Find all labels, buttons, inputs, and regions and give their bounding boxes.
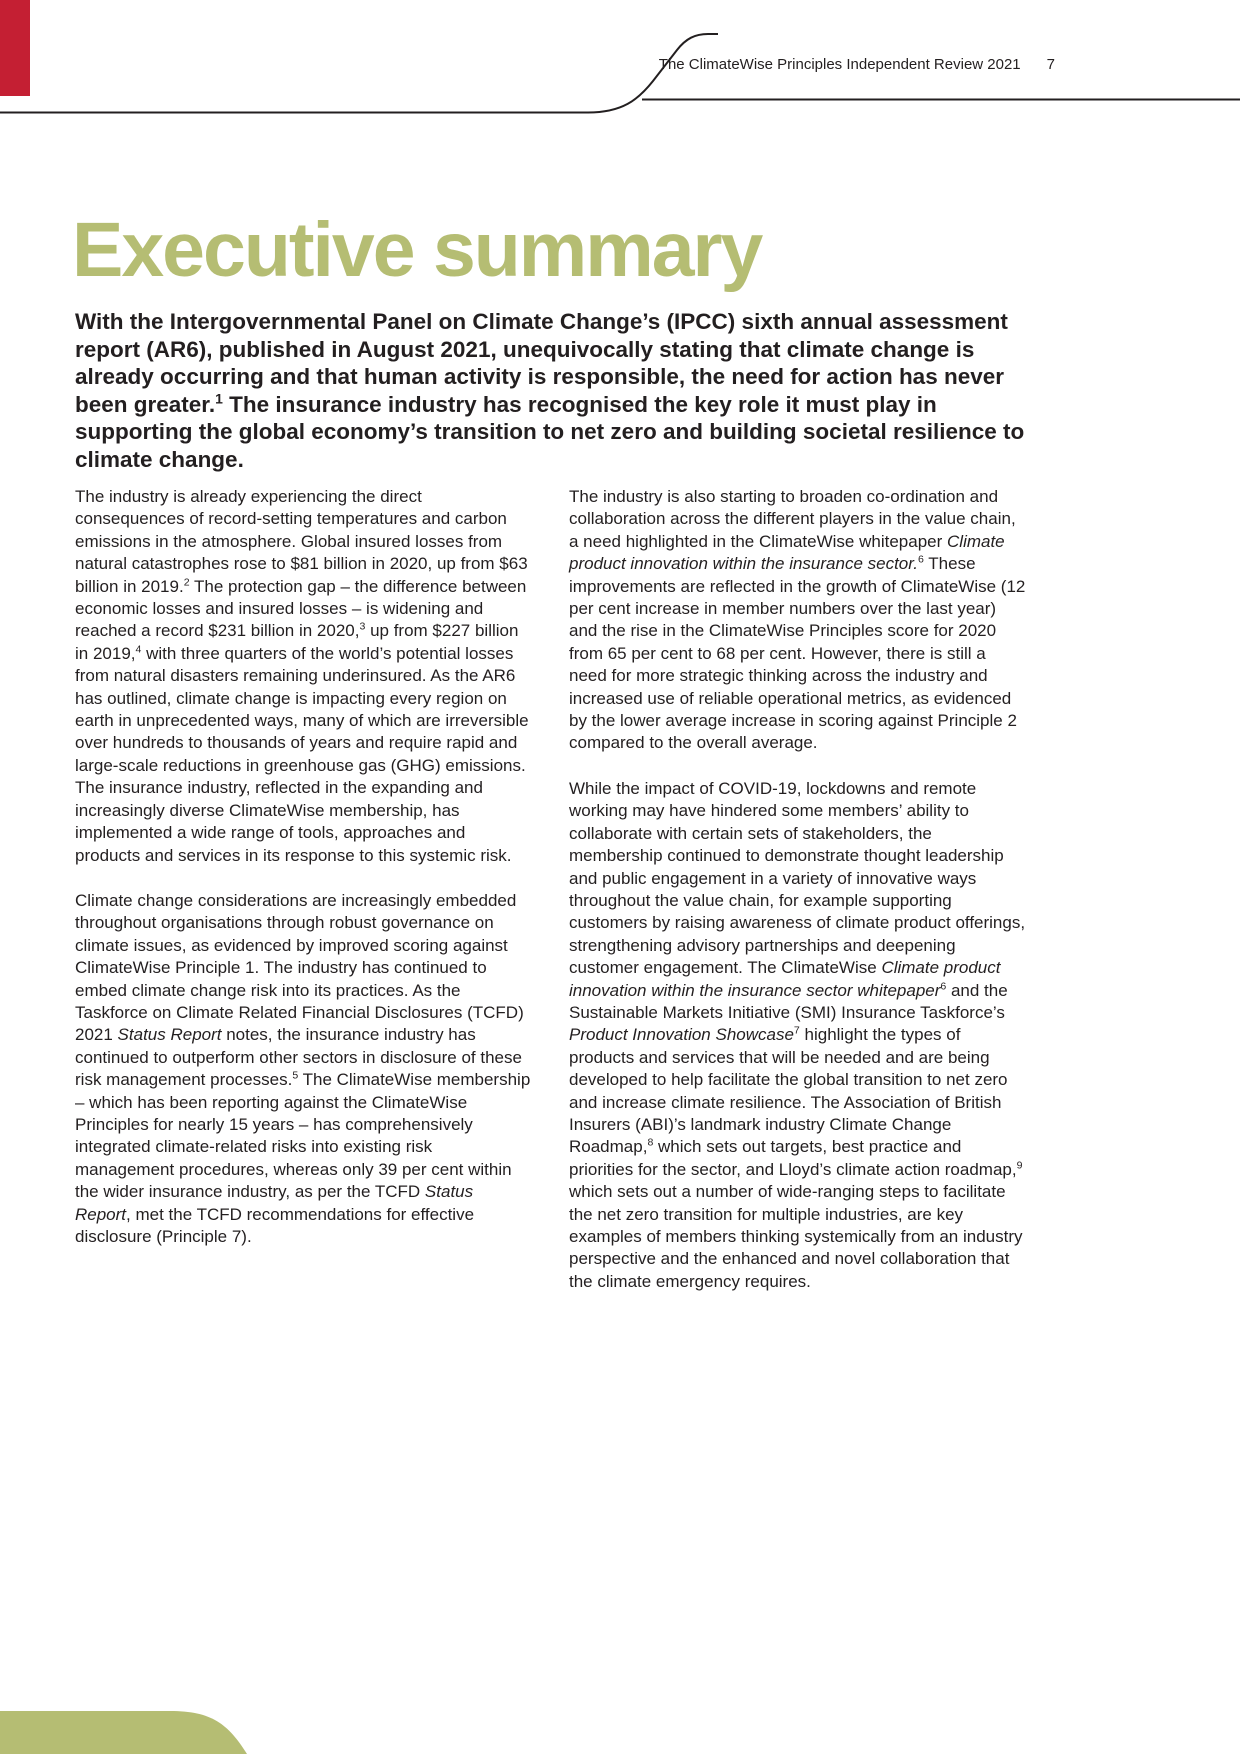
page-number: 7 bbox=[1046, 56, 1055, 73]
body-paragraph: The industry is also starting to broaden co-ordination and collaboration across the different players in the value chain, a need highlighted in the ClimateWise whitepaper Climate product innovation within the insurance sector.$^6$ These improvements are reflected in the growth of ClimateWise (12 per cent increase in member numbers over the last year) and the rise in the ClimateWise Principles score for 2020 from 65 per cent to 68 per cent. However, there is still a need for more strategic thinking across the industry and increased use of reliable operational metrics, as evidenced by the lower average increase in scoring against Principle 2 compared to the overall average. bbox=[569, 487, 1026, 753]
intro-paragraph: With the Intergovernmental Panel on Climate Change’s (IPCC) sixth annual assessment report (AR6), published in August 2021, unequivocally stating that climate change is already occurring and that human activity is responsible, the need for action has never been greater.$^1$ The insurance industry has recognised the key role it must play in supporting the global economy’s transition to net zero and building societal resilience to climate change. bbox=[75, 309, 1025, 472]
footer-green-swoosh bbox=[0, 1711, 247, 1754]
running-header-title: The ClimateWise Principles Independent Review 2021 bbox=[658, 56, 1021, 73]
left-column bbox=[75, 486, 533, 1293]
body-paragraph: The industry is already experiencing the direct consequences of record-setting temperatures and carbon emissions in the atmosphere. Global insured losses from natural catastrophes rose to $81 billion in 2020, up from $63 billion in 2019.$^2$ The protection gap – the difference between economic losses and insured losses – is widening and reached a record $231 billion in 2020,$^3$ up from $227 billion in 2019,$^4$ with three quarters of the world’s potential losses from natural disasters remaining underinsured. As the AR6 has outlined, climate change is impacting every region on earth in unprecedented ways, many of which are irreversible over hundreds to thousands of years and require rapid and large-scale reductions in greenhouse gas (GHG) emissions. The insurance industry, reflected in the expanding and increasingly diverse ClimateWise membership, has implemented a wide range of tools, approaches and products and services in its response to this systemic risk. bbox=[75, 487, 529, 865]
body-paragraph: Climate change considerations are increasingly embedded throughout organisations through robust governance on climate issues, as evidenced by improved scoring against ClimateWise Principle 1. The industry has continued to embed climate change risk into its practices. As the Taskforce on Climate Related Financial Disclosures (TCFD) 2021 Status Report notes, the insurance industry has continued to outperform other sectors in disclosure of these risk management processes.$^5$ The ClimateWise membership – which has been reporting against the ClimateWise Principles for nearly 15 years – has comprehensively integrated climate-related risks into existing risk management procedures, whereas only 39 per cent within the wider insurance industry, as per the TCFD Status Report, met the TCFD recommendations for effective disclosure (Principle 7). bbox=[75, 890, 531, 1246]
right-column bbox=[569, 486, 1027, 1293]
body-columns bbox=[75, 486, 1027, 1293]
page-header bbox=[659, 56, 1055, 74]
page-title: Executive summary bbox=[72, 207, 762, 293]
body-paragraph: While the impact of COVID-19, lockdowns and remote working may have hindered some members’ ability to collaborate with certain sets of stakeholders, the membership continued to demonstrate thought leadership and public engagement in a variety of innovative ways throughout the value chain, for example supporting customers by raising awareness of climate product offerings, strengthening advisory partnerships and deepening customer engagement. The ClimateWise Climate product innovation within the insurance sector whitepaper$^6$ and the Sustainable Markets Initiative (SMI) Insurance Taskforce’s Product Innovation Showcase$^7$ highlight the types of products and services that will be needed and are being developed to help facilitate the global transition to net zero and increase climate resilience. The Association of British Insurers (ABI)’s landmark industry Climate Change Roadmap,$^8$ which sets out targets, best practice and priorities for the sector, and Lloyd’s climate action roadmap,$^9$ which sets out a number of wide-ranging steps to facilitate the net zero transition for multiple industries, are key examples of members thinking systemically from an industry perspective and the enhanced and novel collaboration that the climate emergency requires. bbox=[569, 778, 1026, 1291]
header-swoosh-line bbox=[0, 34, 718, 113]
footer-accent-shape bbox=[0, 1704, 1240, 1754]
